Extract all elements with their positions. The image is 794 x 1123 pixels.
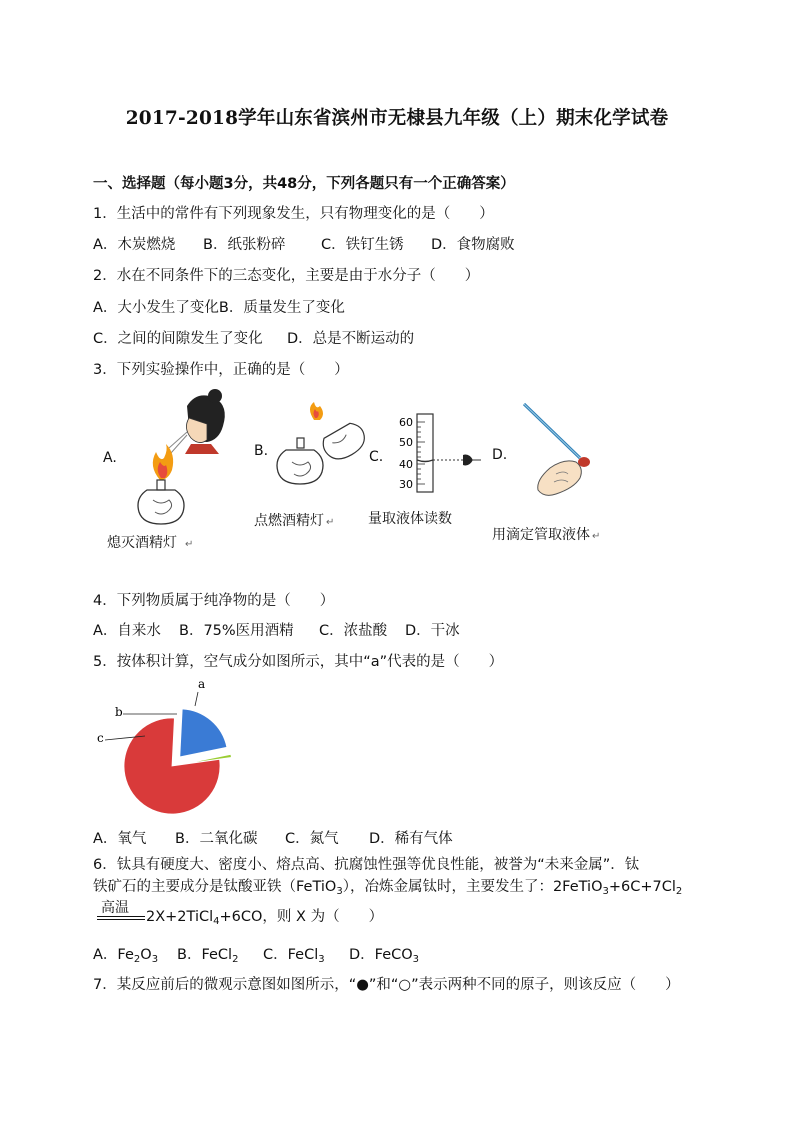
question-6-line-2: 铁矿石的主要成分是钛酸亚铁（FeTiO$_3$），冶炼金属钛时，主要发生了：$2FeTiO_3+6C+7Cl_2$ bbox=[93, 879, 683, 897]
reaction-arrow-line-bottom bbox=[97, 919, 145, 920]
q4-option-d[interactable]: D．干冰 bbox=[405, 623, 460, 639]
q3-option-c-label[interactable]: C. bbox=[369, 449, 384, 465]
question-2-stem: 2．水在不同条件下的三态变化，主要是由于水分子（ ） bbox=[93, 268, 480, 284]
light-lamp-illustration bbox=[270, 402, 370, 498]
q2-option-a[interactable]: A．大小发生了变化 bbox=[93, 300, 219, 316]
question-4-stem: 4．下列物质属于纯净物的是（ ） bbox=[93, 593, 335, 609]
q6-option-d[interactable]: D．FeCO$_3$ bbox=[349, 947, 420, 965]
pie-leader-a bbox=[195, 692, 198, 706]
q5-option-b[interactable]: B．二氧化碳 bbox=[175, 831, 258, 847]
question-1-stem: 1．生活中的常件有下列现象发生，只有物理变化的是（ ） bbox=[93, 206, 494, 222]
tick-40: 40 bbox=[399, 458, 413, 471]
question-7-stem: 7．某反应前后的微观示意图如图所示，“●”和“○”表示两种不同的原子，则该反应（ ） bbox=[93, 977, 680, 993]
q3-option-a-label[interactable]: A. bbox=[103, 450, 117, 466]
q1-option-b[interactable]: B．纸张粉碎 bbox=[203, 237, 286, 253]
dropper-hand-illustration bbox=[510, 398, 610, 508]
q5-option-a[interactable]: A．氧气 bbox=[93, 831, 147, 847]
q1-option-d[interactable]: D．食物腐败 bbox=[431, 237, 515, 253]
q5-option-d[interactable]: D．稀有气体 bbox=[369, 831, 453, 847]
question-1-options bbox=[93, 235, 515, 255]
question-5-stem: 5．按体积计算，空气成分如图所示，其中“a”代表的是（ ） bbox=[93, 654, 504, 670]
extinguish-lamp-illustration bbox=[125, 388, 235, 528]
question-6-line-1: 6．钛具有硬度大、密度小、熔点高、抗腐蚀性强等优良性能，被誉为“未来金属”．钛 bbox=[93, 857, 640, 873]
question-6-options bbox=[93, 945, 419, 965]
q1-option-c[interactable]: C．铁钉生锈 bbox=[321, 237, 404, 253]
q4-option-c[interactable]: C．浓盐酸 bbox=[319, 623, 388, 639]
q2-option-c[interactable]: C．之间的间隙发生了变化 bbox=[93, 331, 263, 347]
tick-60: 60 bbox=[399, 416, 413, 429]
q3-option-d-label[interactable]: D. bbox=[492, 447, 508, 463]
question-2-options-cd bbox=[93, 329, 414, 349]
q4-option-b[interactable]: B．75%医用酒精 bbox=[179, 623, 294, 639]
section-heading: 一、选择题（每小题3分，共48分，下列各题只有一个正确答案） bbox=[93, 176, 515, 192]
reaction-condition: 高温 bbox=[101, 900, 129, 916]
page-title: 2017-2018学年山东省滨州市无棣县九年级（上）期末化学试卷 bbox=[125, 108, 669, 129]
q3-option-d-caption: 用滴定管取液体 ↵ bbox=[492, 527, 601, 543]
q6-option-a[interactable]: A．$Fe_2O_3$ bbox=[93, 947, 159, 965]
q4-option-a[interactable]: A．自来水 bbox=[93, 623, 161, 639]
q3-option-b-label[interactable]: B. bbox=[254, 443, 269, 459]
pie-label-c: c bbox=[97, 731, 104, 745]
question-2-options-ab bbox=[93, 298, 345, 318]
q5-option-c[interactable]: C．氮气 bbox=[285, 831, 339, 847]
q3-option-a-caption: 熄灭酒精灯 ↵ bbox=[107, 535, 194, 551]
pie-slice-a bbox=[180, 709, 227, 757]
pie-label-b: b bbox=[115, 705, 123, 719]
q6-option-c[interactable]: C．FeCl$_3$ bbox=[263, 947, 325, 965]
q3-option-c-caption: 量取液体读数 bbox=[368, 511, 452, 527]
q2-option-d[interactable]: D．总是不断运动的 bbox=[287, 331, 415, 347]
tick-50: 50 bbox=[399, 436, 413, 449]
q2-option-b[interactable]: B．质量发生了变化 bbox=[218, 300, 345, 316]
tick-30: 30 bbox=[399, 478, 413, 491]
question-6-line-3: 2X+2TiCl$_4$+6CO，则 X 为（ ） bbox=[146, 909, 384, 927]
q6-option-b[interactable]: B．FeCl$_2$ bbox=[177, 947, 239, 965]
question-4-options bbox=[93, 621, 460, 641]
question-3-stem: 3．下列实验操作中，正确的是（ ） bbox=[93, 362, 349, 378]
q3-option-b-caption: 点燃酒精灯 ↵ bbox=[254, 513, 335, 529]
reaction-arrow-line-top bbox=[97, 916, 145, 917]
q1-option-a[interactable]: A．木炭燃烧 bbox=[93, 237, 176, 253]
question-5-options bbox=[93, 829, 453, 849]
graduated-cylinder-illustration bbox=[385, 410, 495, 495]
pie-label-a: a bbox=[198, 677, 206, 691]
air-composition-pie-chart bbox=[95, 672, 245, 822]
